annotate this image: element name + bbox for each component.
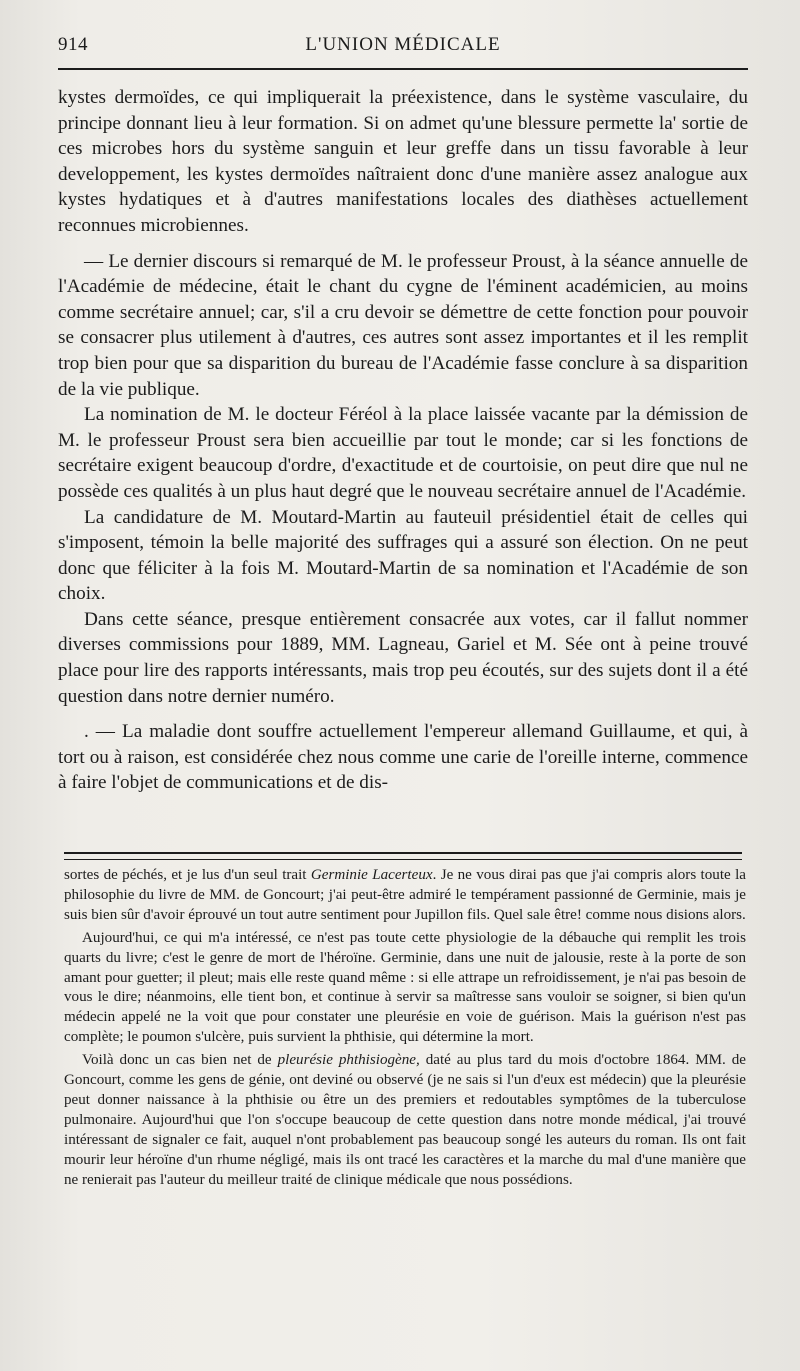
footnote-paragraph-voila: [64, 1051, 746, 1190]
footnote-text: . Je ne vous dirai pas que j'ai compris alors toute la philosophie du livre de MM. de Goncourt; j'ai peut-être admiré le tempérament passionné de Germinie, mais je suis bien sûr d'avoir éprouvé un tout autre sentiment pour Jupillon fils. Quel sale être! comme nous disions alors.: [64, 867, 746, 923]
paragraph-proust: — Le dernier discours si remarqué de M. le professeur Proust, à la séance annuelle de l'Académie de médecine, était le chant du cygne de l'éminent académicien, au moins comme secrétaire annuel; car, s'il a cru devoir se démettre de cette fonction pour pouvoir se consacrer plus utilement à d'autres, ces autres sont assez importantes et il les remplit trop bien pour que sa disparition du bureau de l'Académie fasse conclure à sa disparition de la vie publique.: [58, 250, 748, 400]
footnote-paragraph-germinie: [64, 866, 746, 926]
running-title: L'UNION MÉDICALE: [305, 34, 501, 55]
page-header: [58, 34, 748, 60]
paragraph-fereol: La nomination de M. le docteur Féréol à la place laissée vacante par la démission de M. le professeur Proust sera bien accueillie par tout le monde; car si les fonctions de secrétaire exigent beaucoup d'ordre, d'exactitude et de courtoisie, on peut dire que nul ne possède ces qualités à un plus haut degré que le nouveau secrétaire annuel de l'Académie.: [58, 404, 748, 502]
footnote-paragraph-aujourdhui: Aujourd'hui, ce qui m'a intéressé, ce n'est pas toute cette physiologie de la débauche qui remplit les trois quarts du livre; c'est le genre de mort de l'héroïne. Germinie, dans une nuit de jalousie, reste à la porte de son amant pour guetter; il pleut; mais elle reste quand même : si elle attrape un refroidissement, je n'ai pas besoin de vous le dire; néanmoins, elle tient bon, et continue à servir sa maîtresse sans vouloir se soigner, si bien qu'un médecin appelé ne la voit que pour constater une pleurésie en voie de guérison. Mais la guérison n'est pas complète; le poumon s'ulcère, puis survient la phthisie, qui détermine la mort.: [64, 929, 746, 1046]
paragraph-kystes: kystes dermoïdes, ce qui impliquerait la préexistence, dans le système vasculaire, du principe donnant lieu à leur formation. Si on admet qu'une blessure permette la' sortie de ces microbes hors du système sanguin et leur greffe dans un tissu favorable à leur developpement, les kystes dermoïdes naîtraient donc d'une manière assez analogue aux kystes hydatiques et à d'autres manifestations locales des diathèses actuellement reconnues microbiennes.: [58, 87, 748, 236]
medical-term: pleurésie phthisiogène,: [277, 1052, 420, 1069]
page-number: 914: [58, 34, 88, 55]
footnote-text: daté au plus tard du mois d'octobre 1864. MM. de Goncourt, comme les gens de génie, ont deviné ou observé (je ne sais si l'un d'eux est médecin) que la pleurésie peut donner naissance à la phthisie ou être un des premiers et redoutables symptômes de la tuberculose pulmonaire. Aujourd'hui que l'on s'occupe beaucoup de cette question dans notre monde médical, j'ai trouvé intéressant de signaler ce fait, auquel n'ont probablement pas beaucoup songé les auteurs du roman. Ils ont fait mourir leur héroïne d'un rhume négligé, mais ils ont tracé les caractères et la marche du mal d'une manière que ne renierait pas l'auteur du meilleur traité de clinique médicale que nous possédions.: [64, 1052, 747, 1188]
paragraph-guillaume: . — La maladie dont souffre actuellement l'empereur allemand Guillaume, et qui, à tort ou à raison, est considérée chez nous comme une carie de l'oreille interne, commence à faire l'objet de communications et de dis-: [58, 721, 748, 794]
header-rule: [58, 68, 748, 70]
footnote-text: sortes de péchés, et je lus d'un seul trait: [64, 867, 311, 883]
footnote-text: Voilà donc un cas bien net de: [82, 1052, 278, 1069]
paragraph-moutard-martin: La candidature de M. Moutard-Martin au fauteuil présidentiel était de celles qui s'imposent, témoin la belle majorité des suffrages qui a assuré son élection. On ne peut donc que féliciter à la fois M. Moutard-Martin de sa nomination et l'Académie de son choix.: [58, 506, 748, 605]
footnotes: [64, 866, 746, 1191]
book-title: Germinie Lacerteux: [310, 867, 433, 883]
main-text: [58, 85, 748, 796]
footnote-separator: [64, 852, 742, 860]
paragraph-seance: Dans cette séance, presque entièrement consacrée aux votes, car il fallut nommer diverses commissions pour 1889, MM. Lagneau, Gariel et M. Sée ont à peine trouvé place pour lire des rapports intéressants, mais trop peu écoutés, sur des sujets dont il a été question dans notre dernier numéro.: [58, 608, 748, 707]
